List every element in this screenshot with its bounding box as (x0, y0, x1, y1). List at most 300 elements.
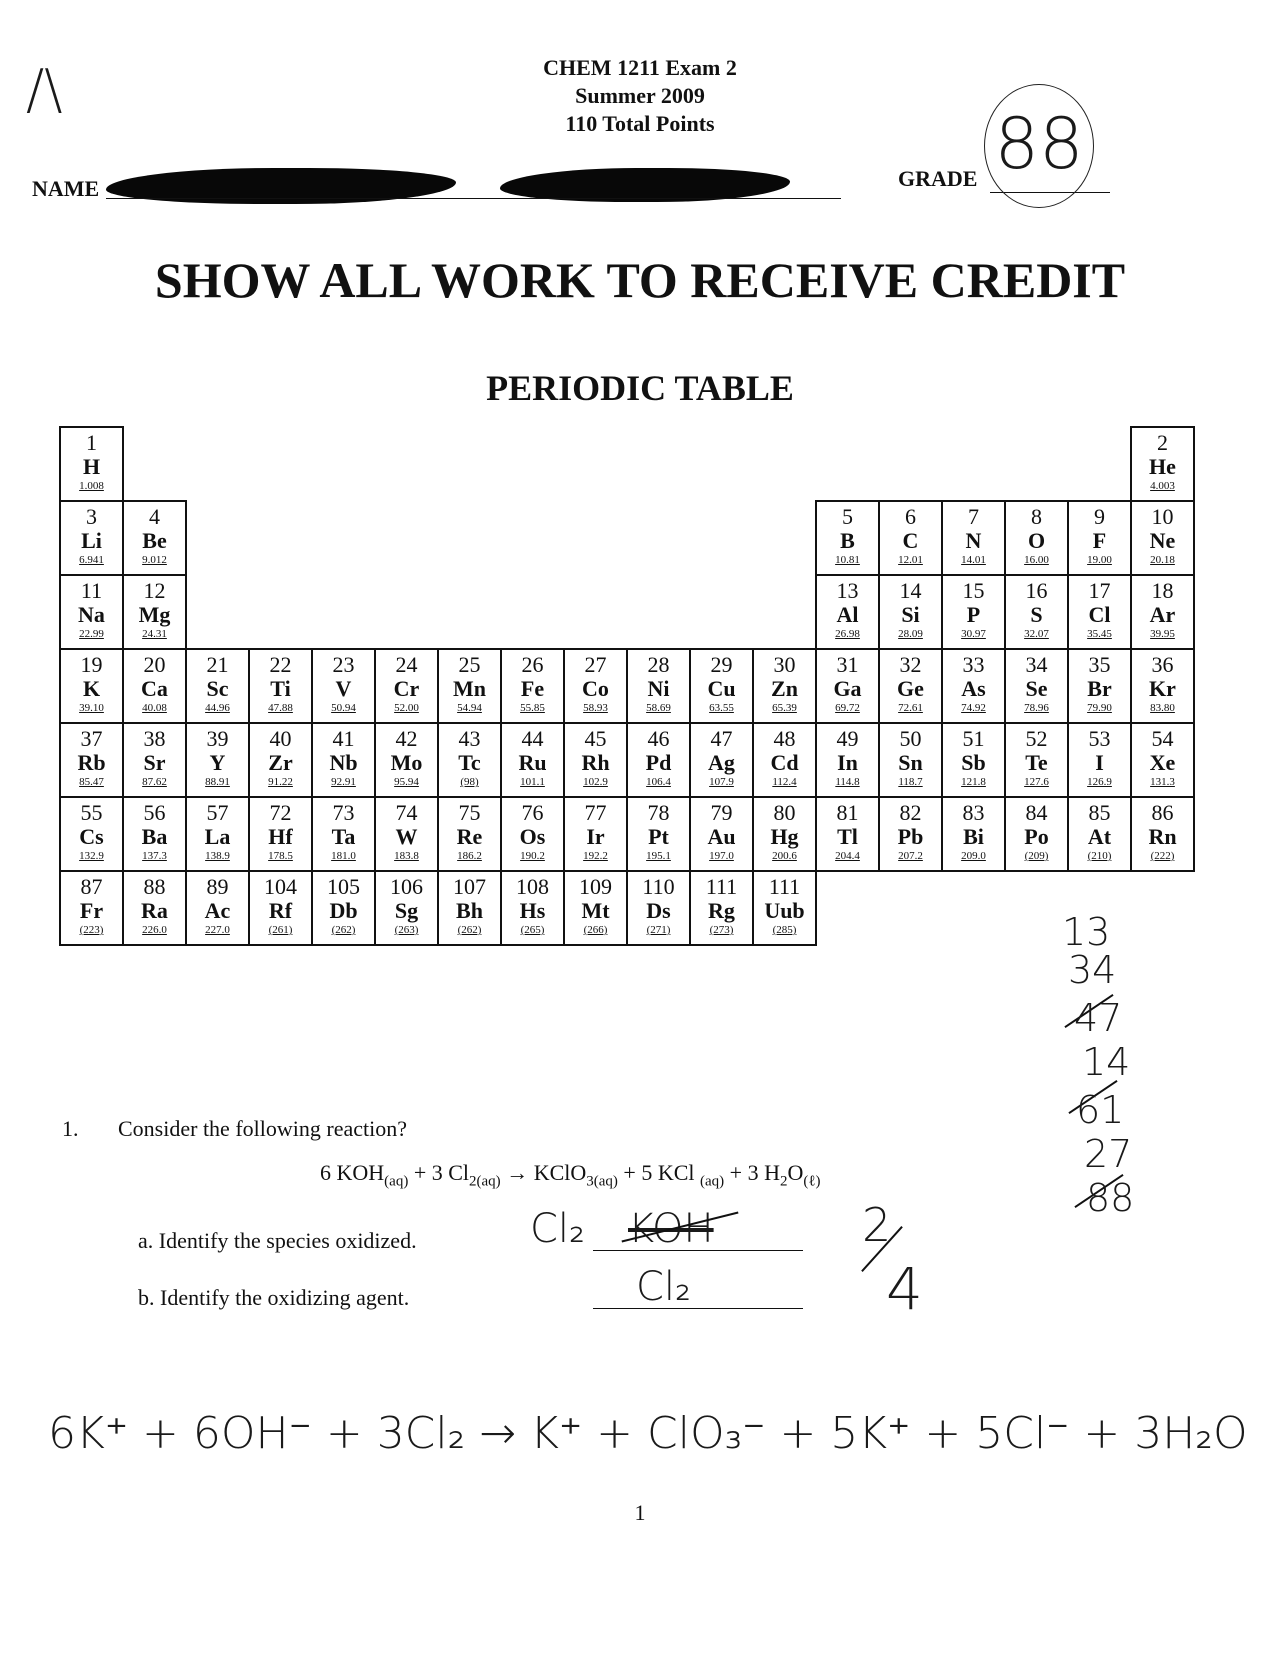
element-symbol: Ca (141, 676, 168, 701)
student-work-equation: 6K⁺ + 6OH⁻ + 3Cl₂ → K⁺ + ClO₃⁻ + 5K⁺ + 5Cl⁻ + 3H₂O (48, 1408, 1248, 1459)
element-mass: 102.9 (583, 776, 608, 788)
element-symbol: Si (901, 602, 920, 627)
element-number: 72 (269, 800, 292, 825)
element-mass: 106.4 (646, 776, 671, 788)
show-work-instruction: SHOW ALL WORK TO RECEIVE CREDIT (154, 252, 1126, 308)
element-number: 39 (206, 726, 229, 751)
element-cell-at (1068, 797, 1131, 871)
answer-a: Cl₂ (530, 1206, 586, 1252)
element-number: 10 (1151, 504, 1174, 529)
element-number: 109 (579, 874, 612, 899)
element-cell-ti (249, 649, 312, 723)
element-number: 48 (773, 726, 796, 751)
element-cell-ba (123, 797, 186, 871)
element-mass: 200.6 (772, 850, 797, 862)
element-number: 44 (521, 726, 544, 751)
element-number: 27 (584, 652, 607, 677)
element-mass: 118.7 (898, 776, 923, 788)
element-cell-in (816, 723, 879, 797)
empty-cell (438, 501, 501, 575)
periodic-table-title: PERIODIC TABLE (486, 368, 794, 408)
empty-cell (438, 427, 501, 501)
element-cell-fe (501, 649, 564, 723)
element-mass: 126.9 (1087, 776, 1112, 788)
element-cell-c (879, 501, 942, 575)
element-cell-ge (879, 649, 942, 723)
element-symbol: Mn (453, 676, 486, 701)
empty-cell (942, 427, 1005, 501)
element-symbol: Cd (770, 750, 799, 775)
element-cell-nb (312, 723, 375, 797)
element-symbol: Bh (456, 898, 483, 923)
element-cell-ac (186, 871, 249, 945)
element-mass: 79.90 (1087, 702, 1112, 714)
element-symbol: Po (1024, 824, 1049, 849)
element-mass: 14.01 (961, 554, 986, 566)
element-mass: (263) (394, 924, 419, 936)
element-cell-rn (1131, 797, 1194, 871)
element-mass: 35.45 (1087, 628, 1112, 640)
element-symbol: Rh (581, 750, 610, 775)
element-mass: (273) (709, 924, 734, 936)
element-symbol: Db (329, 898, 358, 923)
element-cell-kr (1131, 649, 1194, 723)
element-number: 35 (1088, 652, 1111, 677)
empty-cell (312, 501, 375, 575)
element-symbol: Mt (581, 898, 610, 923)
element-number: 111 (768, 874, 801, 899)
element-cell-cl (1068, 575, 1131, 649)
element-mass: (265) (520, 924, 545, 936)
element-symbol: Kr (1149, 676, 1176, 701)
element-cell-ta (312, 797, 375, 871)
element-number: 89 (206, 874, 229, 899)
element-number: 83 (962, 800, 985, 825)
name-redaction-2 (500, 168, 790, 202)
element-number: 50 (899, 726, 922, 751)
element-number: 37 (80, 726, 103, 751)
element-number: 51 (962, 726, 985, 751)
element-mass: 87.62 (142, 776, 167, 788)
element-number: 41 (332, 726, 355, 751)
element-symbol: Br (1087, 676, 1112, 701)
periodic-table (59, 426, 1195, 946)
part-a-prompt: a. Identify the species oxidized. (138, 1228, 417, 1253)
question-prompt: Consider the following reaction? (118, 1116, 407, 1141)
element-symbol: Te (1025, 750, 1048, 775)
element-mass: 137.3 (142, 850, 167, 862)
element-symbol: Sb (961, 750, 986, 775)
element-number: 110 (642, 874, 675, 899)
element-mass: 16.00 (1024, 554, 1049, 566)
empty-cell (186, 427, 249, 501)
element-symbol: Ra (141, 898, 168, 923)
element-symbol: As (961, 676, 986, 701)
element-number: 21 (206, 652, 229, 677)
element-number: 12 (143, 578, 166, 603)
element-number: 34 (1025, 652, 1048, 677)
element-number: 106 (390, 874, 423, 899)
element-cell-rb (60, 723, 123, 797)
element-mass: (262) (331, 924, 356, 936)
element-symbol: Ne (1149, 528, 1176, 553)
element-cell-uub (753, 871, 816, 945)
element-mass: 63.55 (709, 702, 734, 714)
question-number: 1. (62, 1116, 79, 1141)
element-number: 7 (968, 504, 979, 529)
element-number: 24 (395, 652, 418, 677)
element-mass: 47.88 (268, 702, 293, 714)
element-cell-zr (249, 723, 312, 797)
element-cell-i (1068, 723, 1131, 797)
element-symbol: Mg (138, 602, 171, 627)
empty-cell (816, 427, 879, 501)
element-number: 33 (962, 652, 985, 677)
element-symbol: Ba (141, 824, 168, 849)
element-cell-ra (123, 871, 186, 945)
element-cell-tl (816, 797, 879, 871)
element-cell-hg (753, 797, 816, 871)
empty-cell (753, 501, 816, 575)
element-mass: 192.2 (583, 850, 608, 862)
element-number: 14 (899, 578, 922, 603)
element-symbol: C (902, 528, 919, 553)
element-mass: 58.93 (583, 702, 608, 714)
periodic-table-row (60, 797, 1194, 871)
tally-4: 14 (1082, 1040, 1131, 1084)
periodic-table-row (60, 723, 1194, 797)
empty-cell (753, 575, 816, 649)
element-number: 1 (86, 430, 97, 455)
element-symbol: S (1030, 602, 1043, 627)
element-cell-au (690, 797, 753, 871)
element-cell-hf (249, 797, 312, 871)
element-mass: 39.10 (79, 702, 104, 714)
element-mass: (261) (268, 924, 293, 936)
element-cell-y (186, 723, 249, 797)
exam-points: 110 Total Points (565, 111, 715, 136)
empty-cell (690, 427, 753, 501)
element-symbol: Bi (963, 824, 984, 849)
element-symbol: Au (707, 824, 736, 849)
element-symbol: Tc (458, 750, 481, 775)
element-cell-db (312, 871, 375, 945)
element-number: 87 (80, 874, 103, 899)
element-cell-ds (627, 871, 690, 945)
element-mass: 69.72 (835, 702, 860, 714)
element-mass: 85.47 (79, 776, 104, 788)
element-mass: 131.3 (1150, 776, 1175, 788)
element-cell-mo (375, 723, 438, 797)
element-number: 42 (395, 726, 418, 751)
element-mass: 30.97 (961, 628, 986, 640)
element-number: 13 (836, 578, 859, 603)
element-number: 74 (395, 800, 418, 825)
element-number: 15 (962, 578, 985, 603)
element-cell-mg (123, 575, 186, 649)
empty-cell (879, 871, 942, 945)
element-symbol: Hs (519, 898, 546, 923)
element-number: 79 (710, 800, 733, 825)
empty-cell (312, 575, 375, 649)
element-cell-pt (627, 797, 690, 871)
element-symbol: F (1092, 528, 1107, 553)
element-symbol: At (1087, 824, 1112, 849)
element-cell-tc (438, 723, 501, 797)
element-cell-he (1131, 427, 1194, 501)
element-mass: (271) (646, 924, 671, 936)
element-symbol: Rf (268, 898, 293, 923)
element-cell-ru (501, 723, 564, 797)
empty-cell (312, 427, 375, 501)
empty-cell (942, 871, 1005, 945)
element-mass: 50.94 (331, 702, 356, 714)
element-mass: 209.0 (961, 850, 986, 862)
exam-course: CHEM 1211 Exam 2 (543, 55, 737, 80)
reaction-equation: 6 $KOH_{(aq)} + 3$ $Cl_{2(aq)}$ → KClO$_{3(aq)}$ + 5 KCl $_{(aq)}$ + 3 $H_2O_{(\ell)}$ (320, 1160, 821, 1190)
element-mass: 54.94 (457, 702, 482, 714)
element-number: 6 (905, 504, 916, 529)
element-cell-mn (438, 649, 501, 723)
grade-label: GRADE (898, 166, 978, 191)
tally-3: 47 (1074, 996, 1123, 1040)
element-cell-cd (753, 723, 816, 797)
element-cell-cr (375, 649, 438, 723)
element-number: 36 (1151, 652, 1174, 677)
element-cell-ne (1131, 501, 1194, 575)
element-mass: 72.61 (898, 702, 923, 714)
element-number: 55 (80, 800, 103, 825)
element-number: 54 (1151, 726, 1174, 751)
empty-cell (690, 575, 753, 649)
element-number: 20 (143, 652, 166, 677)
element-cell-s (1005, 575, 1068, 649)
element-mass: 183.8 (394, 850, 419, 862)
empty-cell (249, 501, 312, 575)
element-mass: 197.0 (709, 850, 734, 862)
element-number: 4 (149, 504, 160, 529)
empty-cell (690, 501, 753, 575)
element-cell-rf (249, 871, 312, 945)
score-possible: 4 (886, 1255, 923, 1323)
element-mass: 181.0 (331, 850, 356, 862)
element-cell-po (1005, 797, 1068, 871)
element-number: 57 (206, 800, 229, 825)
tally-6: 27 (1084, 1132, 1133, 1176)
element-number: 16 (1025, 578, 1048, 603)
element-mass: 19.00 (1087, 554, 1112, 566)
element-mass: 121.8 (961, 776, 986, 788)
element-symbol: Mo (390, 750, 423, 775)
element-mass: (223) (79, 924, 104, 936)
element-number: 73 (332, 800, 355, 825)
element-number: 53 (1088, 726, 1111, 751)
element-symbol: Ti (270, 676, 291, 701)
element-symbol: Pd (645, 750, 672, 775)
element-symbol: Ir (586, 824, 605, 849)
element-symbol: W (395, 824, 418, 849)
element-number: 40 (269, 726, 292, 751)
element-cell-ni (627, 649, 690, 723)
element-symbol: Ge (897, 676, 924, 701)
periodic-table-row (60, 649, 1194, 723)
element-cell-n (942, 501, 1005, 575)
element-cell-bi (942, 797, 1005, 871)
empty-cell (375, 501, 438, 575)
element-mass: 44.96 (205, 702, 230, 714)
element-cell-os (501, 797, 564, 871)
empty-cell (249, 427, 312, 501)
element-cell-w (375, 797, 438, 871)
element-symbol: Ta (331, 824, 356, 849)
element-symbol: Ds (646, 898, 671, 923)
element-symbol: Na (78, 602, 105, 627)
element-number: 111 (705, 874, 738, 899)
element-number: 76 (521, 800, 544, 825)
empty-cell (186, 501, 249, 575)
element-symbol: Rg (708, 898, 735, 923)
element-number: 82 (899, 800, 922, 825)
element-number: 2 (1157, 430, 1168, 455)
element-number: 49 (836, 726, 859, 751)
element-number: 8 (1031, 504, 1042, 529)
element-symbol: Ni (647, 676, 670, 701)
element-cell-ir (564, 797, 627, 871)
element-cell-br (1068, 649, 1131, 723)
element-number: 86 (1151, 800, 1174, 825)
answer-b: Cl₂ (636, 1264, 692, 1310)
element-symbol: Re (456, 824, 483, 849)
element-mass: 26.98 (835, 628, 860, 640)
name-line (106, 198, 841, 199)
periodic-table-row (60, 575, 1194, 649)
element-symbol: V (335, 676, 352, 701)
periodic-table-row (60, 501, 1194, 575)
element-mass: 40.08 (142, 702, 167, 714)
element-mass: 78.96 (1024, 702, 1049, 714)
element-cell-li (60, 501, 123, 575)
empty-cell (123, 427, 186, 501)
element-number: 108 (516, 874, 549, 899)
periodic-table-row (60, 871, 1194, 945)
element-symbol: Zn (771, 676, 798, 701)
element-number: 104 (264, 874, 297, 899)
element-cell-xe (1131, 723, 1194, 797)
element-number: 43 (458, 726, 481, 751)
element-cell-rh (564, 723, 627, 797)
name-label: NAME (32, 176, 100, 201)
element-symbol: K (82, 676, 101, 701)
element-number: 80 (773, 800, 796, 825)
element-mass: 39.95 (1150, 628, 1175, 640)
element-symbol: Xe (1149, 750, 1176, 775)
element-symbol: La (204, 824, 231, 849)
element-number: 77 (584, 800, 607, 825)
tally-1: 13 (1062, 910, 1111, 954)
element-number: 47 (710, 726, 733, 751)
element-symbol: N (965, 528, 982, 553)
element-number: 31 (836, 652, 859, 677)
exam-term: Summer 2009 (575, 83, 705, 108)
element-mass: 195.1 (646, 850, 671, 862)
empty-cell (564, 575, 627, 649)
element-number: 30 (773, 652, 796, 677)
element-mass: 22.99 (79, 628, 104, 640)
element-symbol: Nb (329, 750, 358, 775)
empty-cell (501, 575, 564, 649)
element-number: 85 (1088, 800, 1111, 825)
element-mass: 114.8 (835, 776, 860, 788)
empty-cell (438, 575, 501, 649)
element-mass: 95.94 (394, 776, 419, 788)
element-cell-si (879, 575, 942, 649)
element-mass: 112.4 (772, 776, 797, 788)
element-symbol: Uub (764, 898, 805, 923)
element-number: 17 (1088, 578, 1111, 603)
element-symbol: Ru (518, 750, 547, 775)
empty-cell (186, 575, 249, 649)
element-cell-la (186, 797, 249, 871)
element-mass: 83.80 (1150, 702, 1175, 714)
element-cell-sn (879, 723, 942, 797)
empty-cell (501, 501, 564, 575)
element-symbol: Cs (79, 824, 104, 849)
element-number: 5 (842, 504, 853, 529)
element-symbol: Ar (1149, 602, 1176, 627)
element-mass: 92.91 (331, 776, 356, 788)
element-number: 23 (332, 652, 355, 677)
element-number: 105 (327, 874, 360, 899)
empty-cell (627, 427, 690, 501)
periodic-table-row (60, 427, 1194, 501)
element-cell-h (60, 427, 123, 501)
element-number: 28 (647, 652, 670, 677)
empty-cell (249, 575, 312, 649)
empty-cell (1005, 871, 1068, 945)
element-mass: 227.0 (205, 924, 230, 936)
element-symbol: Fr (79, 898, 104, 923)
element-cell-pd (627, 723, 690, 797)
element-mass: 52.00 (394, 702, 419, 714)
element-number: 81 (836, 800, 859, 825)
element-cell-fr (60, 871, 123, 945)
element-cell-al (816, 575, 879, 649)
element-mass: 91.22 (268, 776, 293, 788)
element-number: 45 (584, 726, 607, 751)
element-number: 26 (521, 652, 544, 677)
empty-cell (375, 427, 438, 501)
element-mass: 186.2 (457, 850, 482, 862)
element-cell-cs (60, 797, 123, 871)
element-cell-re (438, 797, 501, 871)
element-mass: 138.9 (205, 850, 230, 862)
element-symbol: Ag (708, 750, 735, 775)
element-mass: 32.07 (1024, 628, 1049, 640)
element-mass: (262) (457, 924, 482, 936)
element-mass: 4.003 (1150, 480, 1175, 492)
element-mass: 178.5 (268, 850, 293, 862)
element-symbol: P (966, 602, 981, 627)
empty-cell (627, 501, 690, 575)
element-mass: 6.941 (79, 554, 104, 566)
element-symbol: Pt (648, 824, 669, 849)
answer-a-struck: KOH (628, 1206, 714, 1252)
element-cell-se (1005, 649, 1068, 723)
page-number: 1 (634, 1500, 646, 1525)
element-number: 18 (1151, 578, 1174, 603)
element-cell-te (1005, 723, 1068, 797)
tally-2: 34 (1068, 948, 1117, 992)
